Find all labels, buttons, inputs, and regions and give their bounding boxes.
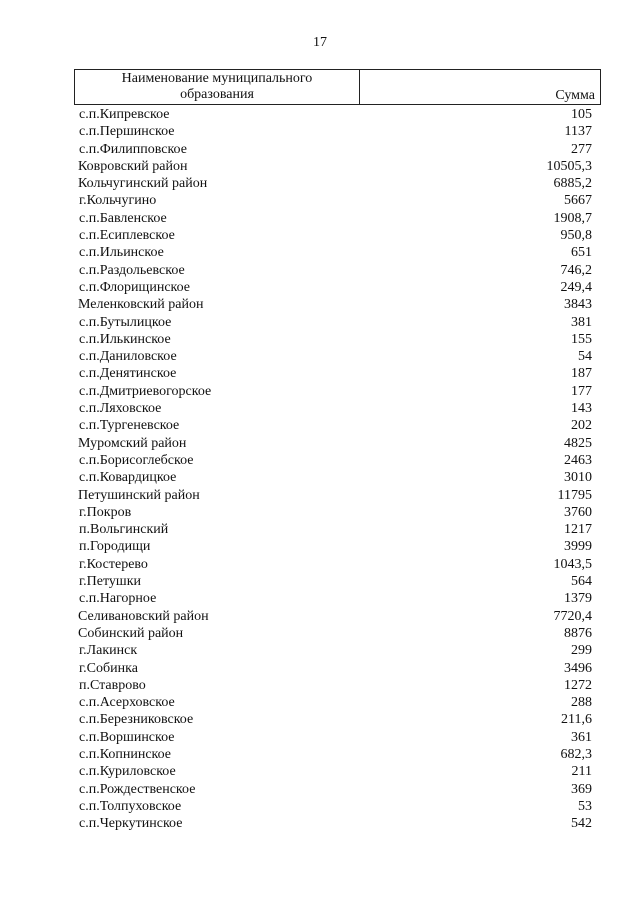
municipality-sum: 651	[571, 245, 592, 261]
municipality-name: с.п.Тургеневское	[79, 418, 180, 434]
municipality-sum: 249,4	[560, 279, 592, 295]
municipality-sum: 6885,2	[553, 176, 592, 192]
municipality-name: с.п.Ляховское	[79, 401, 162, 417]
municipality-name: г.Петушки	[79, 574, 141, 590]
table-row	[74, 192, 601, 209]
municipality-sum: 3010	[564, 470, 592, 486]
municipality-sum: 288	[571, 695, 592, 711]
table-row	[74, 365, 601, 382]
municipality-name: с.п.Ковардицкое	[79, 470, 177, 486]
municipality-sum: 3760	[564, 504, 592, 520]
table-row	[74, 469, 601, 486]
table-row	[74, 487, 601, 504]
municipality-sum: 3496	[564, 660, 592, 676]
municipality-name: с.п.Ильинское	[79, 245, 164, 261]
municipality-name: с.п.Илькинское	[79, 331, 171, 347]
table-row	[74, 660, 601, 677]
municipality-name: с.п.Бутылицкое	[79, 314, 172, 330]
municipality-name: г.Лакинск	[79, 643, 138, 659]
municipality-sum: 177	[571, 383, 592, 399]
municipality-sum: 3999	[564, 539, 592, 555]
municipality-name: с.п.Денятинское	[79, 366, 177, 382]
municipality-sum: 369	[571, 781, 592, 797]
table-row	[74, 227, 601, 244]
municipality-sum: 950,8	[560, 228, 592, 244]
table-row	[74, 642, 601, 659]
table-header	[74, 69, 601, 105]
table-row	[74, 763, 601, 780]
table-row	[74, 798, 601, 815]
municipality-name: г.Кольчугино	[79, 193, 157, 209]
table-row	[74, 314, 601, 331]
municipality-name: с.п.Черкутинское	[79, 816, 183, 832]
table-row	[74, 262, 601, 279]
municipality-name: с.п.Толпуховское	[79, 798, 182, 814]
municipality-name: Собинский район	[78, 625, 184, 641]
table-row	[74, 538, 601, 555]
municipality-name: п.Вольгинский	[79, 522, 169, 538]
municipality-sum: 1379	[564, 591, 592, 607]
municipality-name: с.п.Даниловское	[79, 349, 177, 365]
municipality-name: с.п.Флорищинское	[79, 279, 191, 295]
municipality-name: с.п.Есиплевское	[79, 228, 175, 244]
column-header-sum	[360, 70, 600, 104]
municipality-sum: 211,6	[561, 712, 592, 728]
table-row	[74, 435, 601, 452]
municipality-sum: 105	[571, 107, 592, 122]
municipality-sum: 2463	[564, 452, 592, 468]
municipality-name: с.п.Раздольевское	[79, 262, 185, 278]
municipality-sum: 1908,7	[553, 210, 592, 226]
table-row	[74, 244, 601, 261]
municipality-name: с.п.Филипповское	[79, 141, 187, 157]
municipality-name: Меленковский район	[78, 297, 204, 313]
municipality-name: с.п.Дмитриевогорское	[79, 383, 212, 399]
municipality-sum: 10505,3	[546, 158, 592, 174]
table-row	[74, 781, 601, 798]
municipality-name: Селивановский район	[78, 608, 209, 624]
table-row	[74, 417, 601, 434]
table-row	[74, 573, 601, 590]
municipality-sum: 7720,4	[553, 608, 592, 624]
table-row	[74, 400, 601, 417]
municipality-name: г.Костерево	[79, 556, 148, 572]
table-row	[74, 331, 601, 348]
municipality-sum: 361	[571, 729, 592, 745]
table-row	[74, 608, 601, 625]
municipality-name: с.п.Борисоглебское	[79, 452, 194, 468]
municipality-sum: 682,3	[560, 746, 592, 762]
municipality-name: п.Ставрово	[79, 677, 146, 693]
municipality-sum: 202	[571, 418, 592, 434]
municipality-sum: 1137	[564, 124, 592, 140]
municipality-sum: 54	[578, 349, 592, 365]
municipality-sum: 8876	[564, 625, 592, 641]
table-row	[74, 175, 601, 192]
table-row	[74, 106, 601, 123]
table-row	[74, 590, 601, 607]
table-body	[74, 106, 601, 832]
municipality-name: Кольчугинский район	[78, 176, 208, 192]
table-row	[74, 729, 601, 746]
table-row	[74, 625, 601, 642]
municipality-sum: 299	[571, 643, 592, 659]
municipality-sum: 143	[571, 401, 592, 417]
table-row	[74, 141, 601, 158]
municipality-name: с.п.Воршинское	[79, 729, 175, 745]
table-row	[74, 279, 601, 296]
municipality-sum: 4825	[564, 435, 592, 451]
municipality-name: Петушинский район	[78, 487, 200, 503]
municipality-sum: 5667	[564, 193, 592, 209]
municipality-sum: 381	[571, 314, 592, 330]
table-row	[74, 383, 601, 400]
municipality-name: с.п.Березниковское	[79, 712, 194, 728]
municipality-sum: 1272	[564, 677, 592, 693]
municipality-name: с.п.Першинское	[79, 124, 175, 140]
municipality-sum: 746,2	[560, 262, 592, 278]
municipality-sum: 542	[571, 816, 592, 832]
municipality-sum: 564	[571, 574, 592, 590]
table-row	[74, 521, 601, 538]
table-row	[74, 504, 601, 521]
column-header-name-label: Наименование муниципального образования	[121, 71, 313, 102]
municipality-name: п.Городищи	[79, 539, 151, 555]
municipality-sum: 1217	[564, 522, 592, 538]
municipality-name: с.п.Бавленское	[79, 210, 167, 226]
municipality-sum: 187	[571, 366, 592, 382]
municipality-name: г.Покров	[79, 504, 132, 520]
table-row	[74, 746, 601, 763]
municipality-name: с.п.Рождественское	[79, 781, 196, 797]
municipality-sum: 1043,5	[553, 556, 592, 572]
municipality-name: г.Собинка	[79, 660, 138, 676]
municipality-sum: 53	[578, 798, 592, 814]
municipality-name: Муромский район	[78, 435, 187, 451]
municipality-sum: 277	[571, 141, 592, 157]
table-row	[74, 123, 601, 140]
municipality-sum: 155	[571, 331, 592, 347]
page-number: 17	[313, 35, 327, 50]
municipality-name: с.п.Кипревское	[79, 107, 170, 122]
municipality-sum: 11795	[557, 487, 592, 503]
table-row	[74, 711, 601, 728]
column-header-sum-label: Сумма	[555, 88, 595, 103]
table-row	[74, 348, 601, 365]
municipality-sum: 3843	[564, 297, 592, 313]
table-row	[74, 677, 601, 694]
municipality-name: Ковровский район	[78, 158, 188, 174]
table-row	[74, 452, 601, 469]
municipality-name: с.п.Куриловское	[79, 764, 176, 780]
table-row	[74, 694, 601, 711]
table-row	[74, 158, 601, 175]
municipality-name: с.п.Асерховское	[79, 695, 175, 711]
municipality-name: с.п.Нагорное	[79, 591, 157, 607]
table-row	[74, 296, 601, 313]
table-row	[74, 815, 601, 832]
column-header-name	[75, 70, 360, 104]
table-row	[74, 556, 601, 573]
municipality-sum: 211	[571, 764, 592, 780]
municipality-name: с.п.Копнинское	[79, 746, 172, 762]
table-row	[74, 210, 601, 227]
